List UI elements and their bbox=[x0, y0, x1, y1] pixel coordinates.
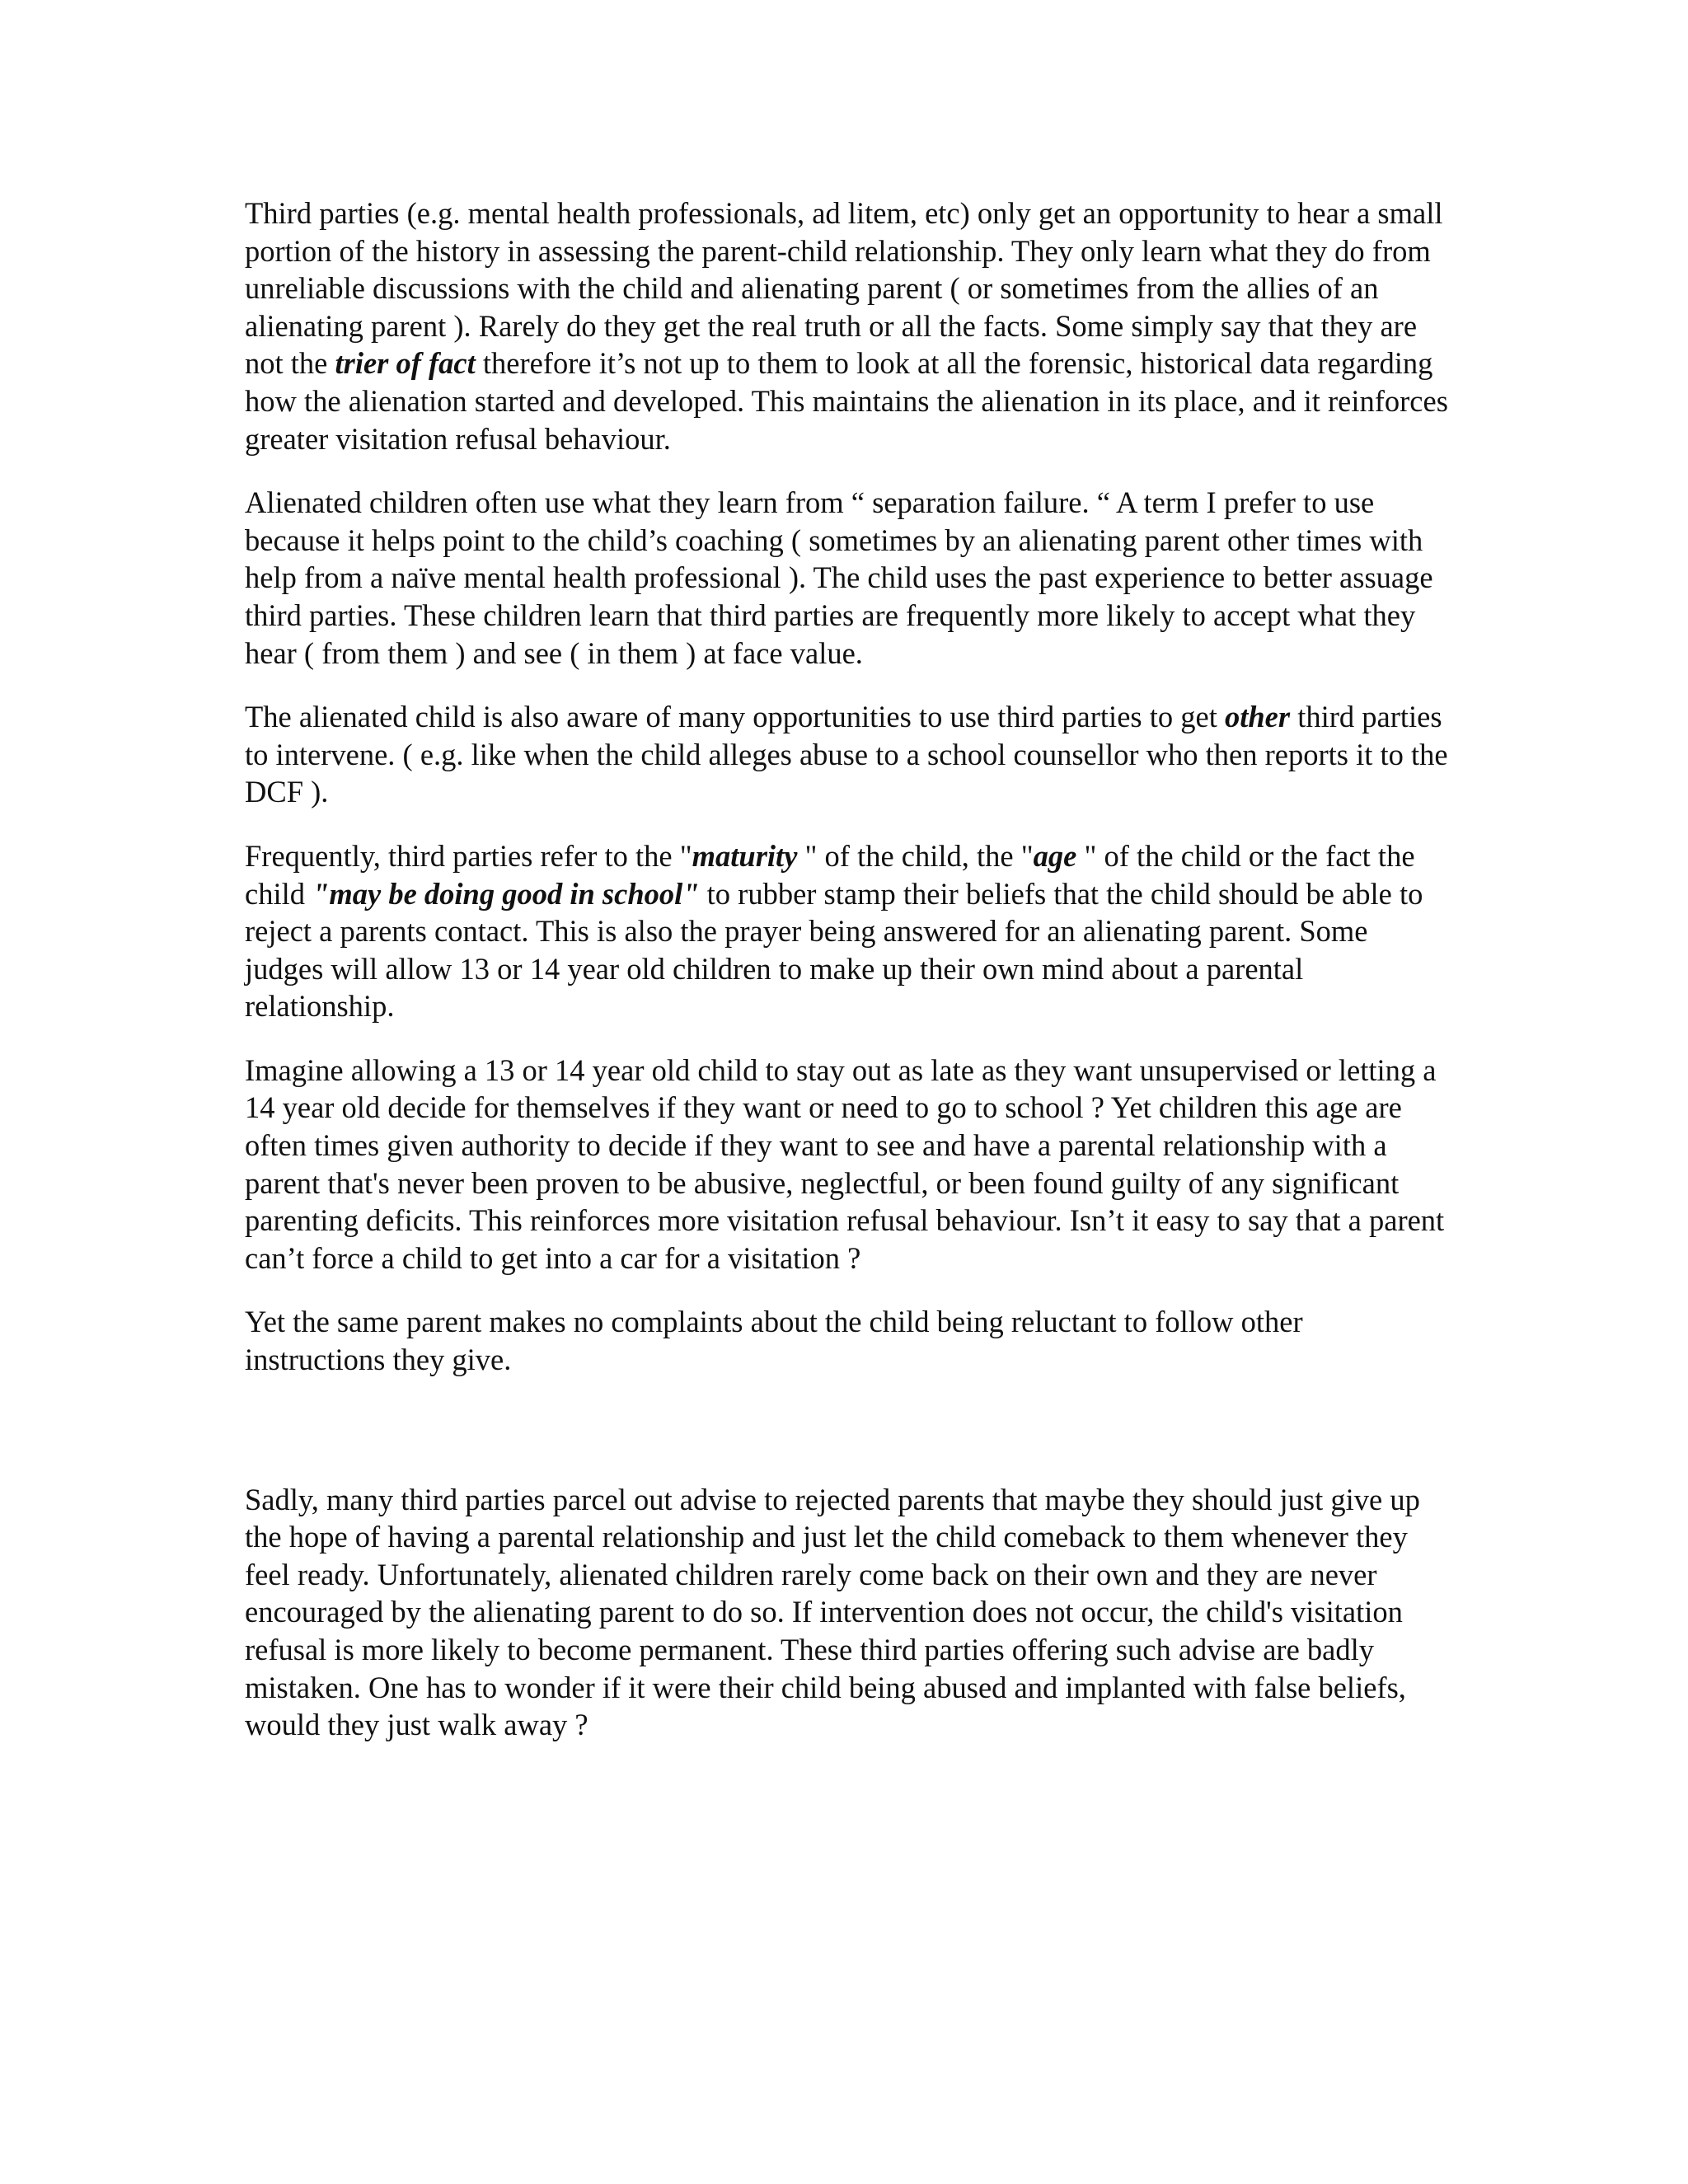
paragraph-maturity-age bbox=[245, 837, 1448, 1025]
paragraph-other-third-parties bbox=[245, 698, 1448, 811]
paragraph-text: Yet the same parent makes no complaints about the child being reluctant to follow other instructions they give. bbox=[245, 1305, 1303, 1377]
paragraph-text: Third parties (e.g. mental health professionals, ad litem, etc) only get an opportunity to hear a small portion of the history in assessing the parent-child relationship. They only learn what they do from unreliable discussions with the child and alienating parent ( or sometimes from the allies of an alienating parent ). Rarely do they get the real truth or all the facts. Some simply say that they are not the bbox=[245, 196, 1443, 381]
paragraph-text: therefore it’s not up to them to look at all the forensic, historical data regarding how the alienation started and developed. This maintains the alienation in its place, and it reinforces greater visitation refusal behaviour. bbox=[245, 346, 1448, 456]
paragraph-text: third parties to intervene. ( e.g. like when the child alleges abuse to a school counsellor who then reports it to the DCF ). bbox=[245, 700, 1448, 809]
paragraph-sadly-advise bbox=[245, 1481, 1448, 1744]
emphasis-doing-good-in-school: "may be doing good in school" bbox=[312, 876, 700, 911]
emphasis-age: age bbox=[1033, 838, 1077, 873]
emphasis-maturity: maturity bbox=[692, 838, 798, 873]
paragraph-text: Imagine allowing a 13 or 14 year old child to stay out as late as they want unsupervised or letting a 14 year old decide for themselves if they want or need to go to school ? Yet children this age are often times given authority to decide if they want to see and have a parental relationship with a parent that's never been proven to be abusive, neglectful, or been found guilty of any significant parenting deficits. This reinforces more visitation refusal behaviour. Isn’t it easy to say that a parent can’t force a child to get into a car for a visitation ? bbox=[245, 1052, 1445, 1275]
paragraph-text: Sadly, many third parties parcel out advise to rejected parents that maybe they should just give up the hope of having a parental relationship and just let the child comeback to them whenever they feel ready. Unfortunately, alienated children rarely come back on their own and they are never encouraged by the alienating parent to do so. If intervention does not occur, the child's visitation refusal is more likely to become permanent. These third parties offering such advise are badly mistaken. One has to wonder if it were their child being abused and implanted with false beliefs, would they just walk away ? bbox=[245, 1482, 1420, 1742]
paragraph-text: " of the child, the " bbox=[797, 838, 1034, 873]
paragraph-text: Frequently, third parties refer to the " bbox=[245, 838, 692, 873]
paragraph-third-parties-history bbox=[245, 194, 1448, 457]
paragraph-text: The alienated child is also aware of many opportunities to use third parties to get bbox=[245, 700, 1225, 734]
paragraph-imagine-allowing bbox=[245, 1052, 1448, 1277]
paragraph-text: to rubber stamp their beliefs that the child should be able to reject a parents contact. This is also the prayer being answered for an alienating parent. Some judges will allow 13 or 14 year old children to make up their own mind about a parental relationship. bbox=[245, 876, 1423, 1024]
paragraph-text: " of the child or the fact the child bbox=[245, 838, 1415, 911]
emphasis-other: other bbox=[1224, 700, 1291, 734]
document-body bbox=[245, 194, 1448, 1770]
paragraph-text: Alienated children often use what they learn from “ separation failure. “ A term I prefer to use because it helps point to the child’s coaching ( sometimes by an alienating parent other times with help from a naïve mental health professional ). The child uses the past experience to better assuage third parties. These children learn that third parties are frequently more likely to accept what they hear ( from them ) and see ( in them ) at face value. bbox=[245, 485, 1433, 670]
paragraph-same-parent bbox=[245, 1303, 1448, 1378]
emphasis-trier-of-fact: trier of fact bbox=[335, 346, 476, 381]
paragraph-separation-failure bbox=[245, 484, 1448, 672]
